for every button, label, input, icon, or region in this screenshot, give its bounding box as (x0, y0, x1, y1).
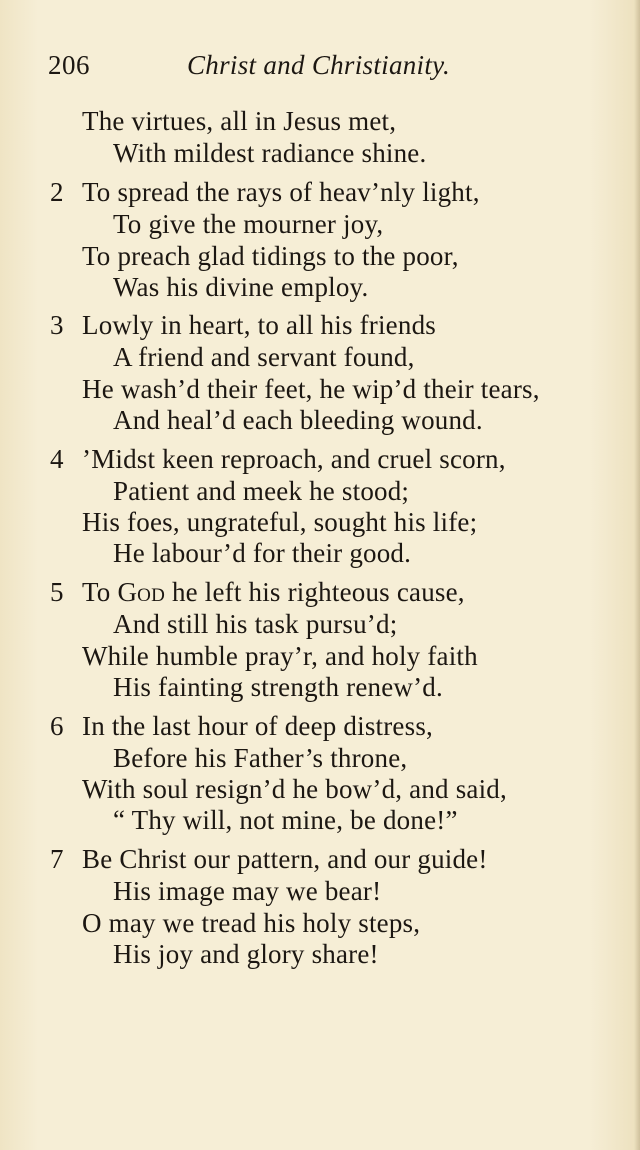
verse-line: To give the mourner joy, (113, 209, 384, 239)
verse-line: His foes, ungrateful, sought his life; (82, 507, 478, 537)
verse-number: 7 (50, 844, 64, 874)
verse-line: His joy and glory share! (113, 939, 379, 969)
verse-line: Was his divine employ. (113, 272, 369, 302)
verse-line: Before his Father’s throne, (113, 743, 408, 773)
verse-number: 3 (50, 310, 64, 340)
verse-line: In the last hour of deep distress, (82, 711, 433, 741)
verse-line (82, 577, 465, 608)
verse-line: To spread the rays of heav’nly light, (82, 177, 480, 207)
verse-line: Lowly in heart, to all his friends (82, 310, 436, 340)
verse-line: Be Christ our pattern, and our guide! (82, 844, 488, 874)
verse-line: The virtues, all in Jesus met, (82, 106, 397, 136)
verse-number: 2 (50, 177, 64, 207)
verse-line: He wash’d their feet, he wip’d their tears, (82, 374, 540, 404)
verse-line: And heal’d each bleeding wound. (113, 405, 483, 435)
verse-line: ’Midst keen reproach, and cruel scorn, (82, 444, 506, 474)
verse-line: His fainting strength renew’d. (113, 672, 443, 702)
verse-line: And still his task pursu’d; (113, 609, 398, 639)
running-head: Christ and Christianity. (187, 50, 451, 80)
verse-line: Patient and meek he stood; (113, 476, 410, 506)
page-number: 206 (48, 50, 90, 80)
verse-number: 5 (50, 577, 64, 607)
verse-number: 4 (50, 444, 64, 474)
verse-line: O may we tread his holy steps, (82, 908, 421, 938)
verse-line: A friend and servant found, (113, 342, 415, 372)
verse-line: With mildest radiance shine. (113, 138, 427, 168)
verse-line: With soul resign’d he bow’d, and said, (82, 774, 507, 804)
verse-line: His image may we bear! (113, 876, 382, 906)
page-edge-shadow (634, 0, 640, 1150)
small-caps-word: God (117, 577, 166, 607)
verse-number: 6 (50, 711, 64, 741)
verse-line-text: To God he left his righteous cause, (82, 577, 465, 607)
verse-line: “ Thy will, not mine, be done!” (113, 805, 458, 835)
verse-line: He labour’d for their good. (113, 538, 412, 568)
verse-line: To preach glad tidings to the poor, (82, 241, 459, 271)
verse-line: While humble pray’r, and holy faith (82, 641, 478, 671)
